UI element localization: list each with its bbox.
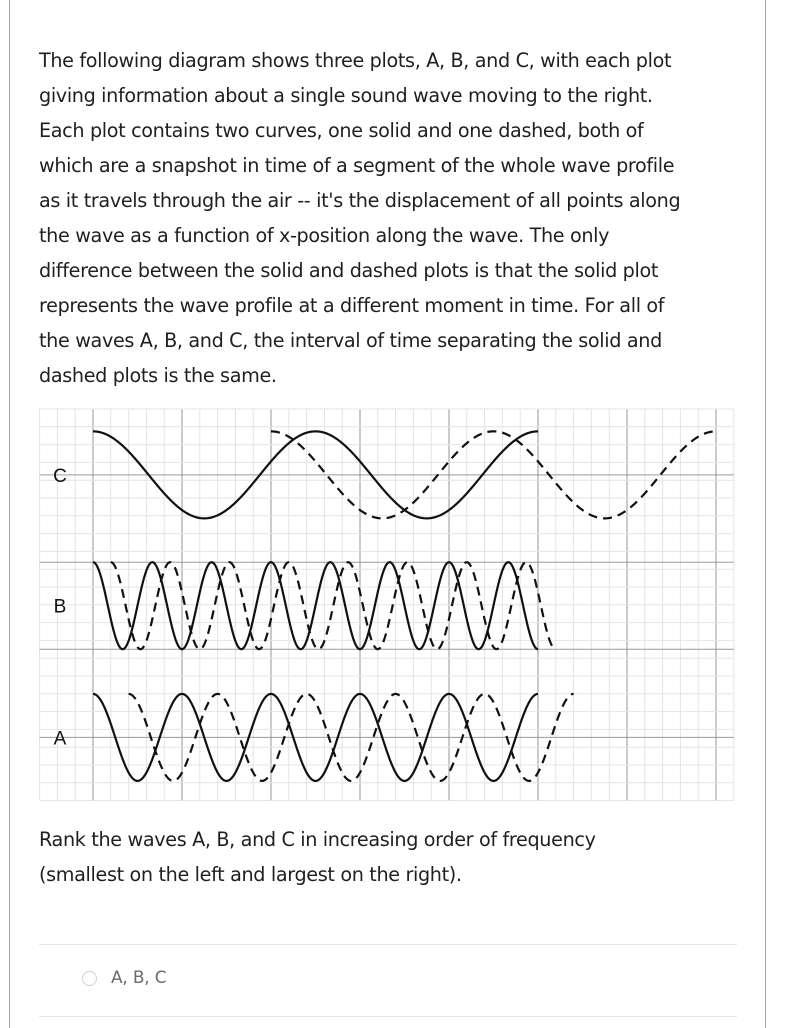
answers-divider-top — [39, 944, 737, 945]
question-text — [39, 43, 759, 393]
prompt-line: Rank the waves A, B, and C in increasing order of frequency — [39, 828, 596, 851]
question-line: as it travels through the air -- it's the displacement of all points along — [39, 189, 681, 212]
answer-option[interactable] — [82, 968, 166, 988]
ranking-prompt — [39, 822, 759, 892]
question-line: Each plot contains two curves, one solid and one dashed, both of — [39, 119, 644, 142]
prompt-line: (smallest on the left and largest on the right). — [39, 863, 462, 886]
plot-label-b: B — [53, 596, 67, 618]
question-line: giving information about a single sound wave moving to the right. — [39, 84, 653, 107]
question-line: which are a snapshot in time of a segment of the whole wave profile — [39, 154, 675, 177]
plot-label-c: C — [53, 465, 67, 487]
question-line: dashed plots is the same. — [39, 364, 277, 387]
answer-option-label: A, B, C — [111, 968, 167, 988]
question-line: difference between the solid and dashed plots is that the solid plot — [39, 259, 659, 282]
question-line: represents the wave profile at a different moment in time. For all of — [39, 294, 665, 317]
plot-label-a: A — [53, 728, 67, 750]
question-line: the wave as a function of x-position along the wave. The only — [39, 224, 610, 247]
question-line: The following diagram shows three plots, A, B, and C, with each plot — [39, 49, 672, 72]
question-line: the waves A, B, and C, the interval of time separating the solid and — [39, 329, 662, 352]
radio-button[interactable] — [82, 971, 97, 986]
answers-divider-bottom — [39, 1016, 737, 1017]
